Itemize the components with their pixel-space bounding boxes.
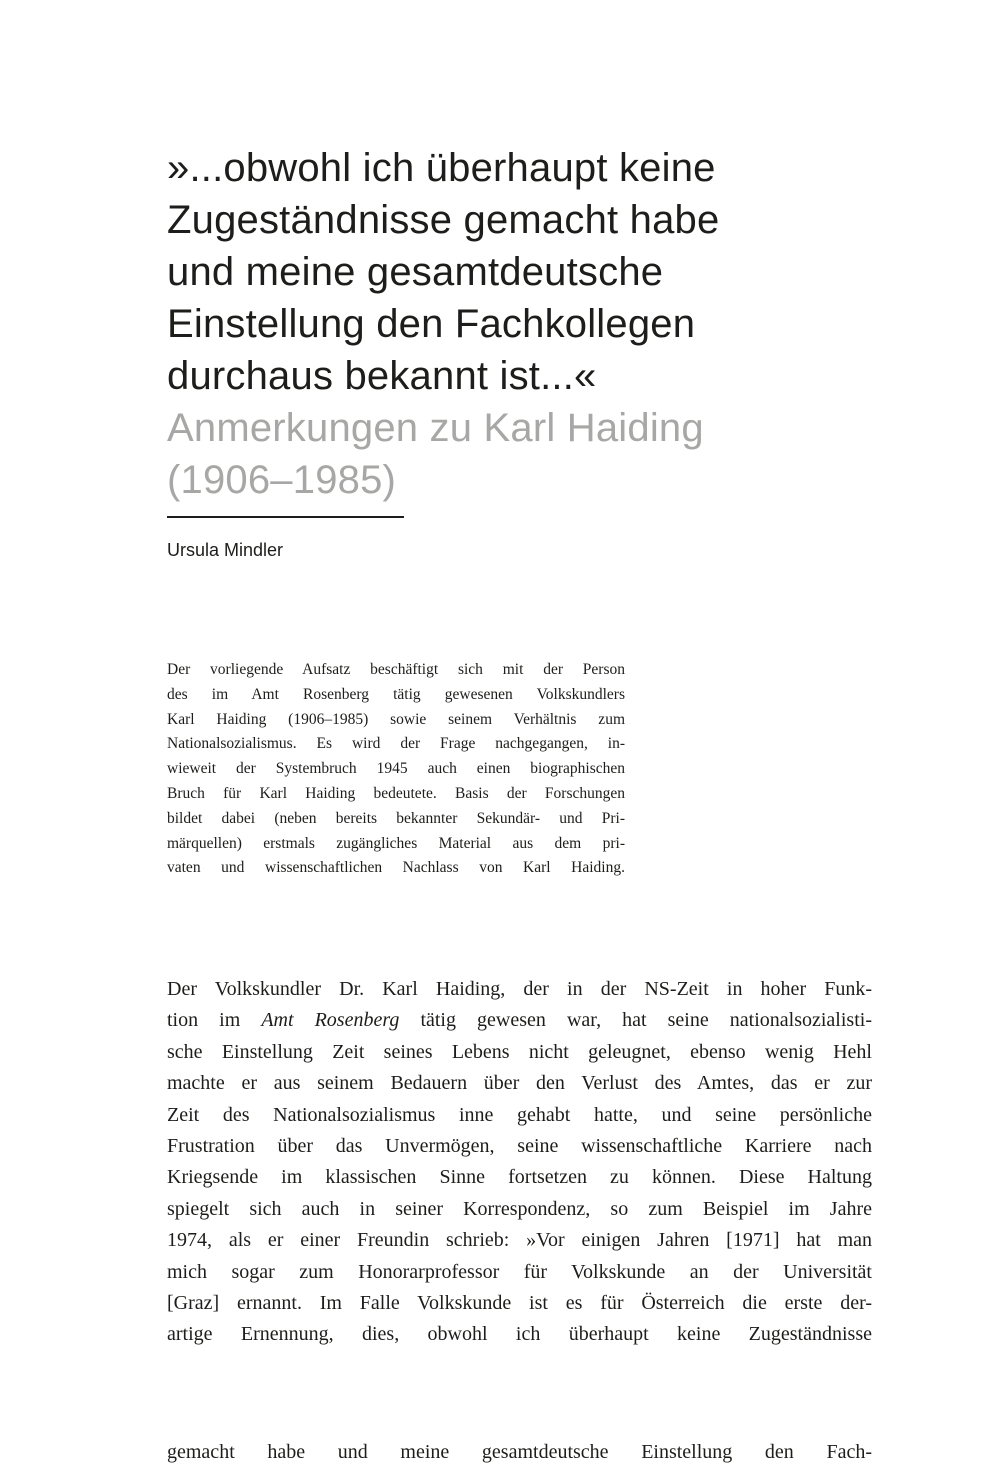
abstract-line: Karl Haiding (1906–1985) sowie seinem Verhältnis zum (167, 710, 625, 728)
abstract (167, 658, 625, 881)
abstract-line: wieweit der Systembruch 1945 auch einen biographischen (167, 760, 625, 778)
article-title (167, 142, 887, 506)
body-text-italic-segment: Amt Rosenberg (261, 1009, 400, 1032)
body-line: sche Einstellung Zeit seines Lebens nicht geleugnet, ebenso wenig Hehl (167, 1040, 872, 1063)
abstract-line: bildet dabei (neben bereits bekannter Sekundär- und Pri- (167, 809, 625, 827)
body-text-segment: tätig gewesen war, hat seine nationalsozialisti- (399, 1009, 872, 1032)
author-name: Ursula Mindler (167, 540, 284, 560)
body-line: Kriegsende im klassischen Sinne fortsetzen zu können. Diese Haltung (167, 1166, 872, 1189)
body-line: Frustration über das Unvermögen, seine wissenschaftliche Karriere nach (167, 1135, 872, 1158)
partial-body-line: gemacht habe und meine gesamtdeutsche Einstellung den Fach- (167, 1441, 872, 1463)
article-subtitle-line: (1906–1985) (167, 458, 397, 502)
body-line: spiegelt sich auch in seiner Korrespondenz, so zum Beispiel im Jahre (167, 1197, 872, 1220)
body-line: Zeit des Nationalsozialismus inne gehabt hatte, und seine persönliche (167, 1103, 872, 1126)
abstract-line: des im Amt Rosenberg tätig gewesenen Volkskundlers (167, 685, 625, 703)
abstract-line: Bruch für Karl Haiding bedeutete. Basis der Forschungen (167, 784, 625, 802)
title-line: »...obwohl ich überhaupt keine (167, 146, 716, 190)
abstract-line: märquellen) erstmals zugängliches Material aus dem pri- (167, 834, 625, 852)
title-divider-rule (167, 516, 404, 518)
body-line: [Graz] ernannt. Im Falle Volkskunde ist es für Österreich die erste der- (167, 1292, 872, 1315)
body-text-segment: tion im (167, 1009, 262, 1032)
title-line: und meine gesamtdeutsche (167, 250, 664, 294)
abstract-line: vaten und wissenschaftlichen Nachlass von Karl Haiding. (167, 859, 625, 877)
body-line: machte er aus seinem Bedauern über den Verlust des Amtes, das er zur (167, 1072, 872, 1095)
body-line: mich sogar zum Honorarprofessor für Volkskunde an der Universität (167, 1260, 872, 1283)
article-subtitle-line: Anmerkungen zu Karl Haiding (167, 406, 704, 450)
body-line: 1974, als er einer Freundin schrieb: »Vor einigen Jahren [1971] hat man (167, 1229, 872, 1252)
body-line: Der Volkskundler Dr. Karl Haiding, der in der NS-Zeit in hoher Funk- (167, 978, 872, 1000)
body-line (167, 1005, 872, 1036)
body-paragraph (167, 974, 872, 1351)
abstract-line: Nationalsozialismus. Es wird der Frage nachgegangen, in- (167, 735, 625, 753)
title-line: durchaus bekannt ist...« (167, 354, 597, 398)
body-line: artige Ernennung, dies, obwohl ich überhaupt keine Zugeständnisse (167, 1323, 872, 1346)
abstract-line: Der vorliegende Aufsatz beschäftigt sich mit der Person (167, 661, 625, 678)
title-line: Einstellung den Fachkollegen (167, 302, 696, 346)
title-line: Zugeständnisse gemacht habe (167, 198, 720, 242)
